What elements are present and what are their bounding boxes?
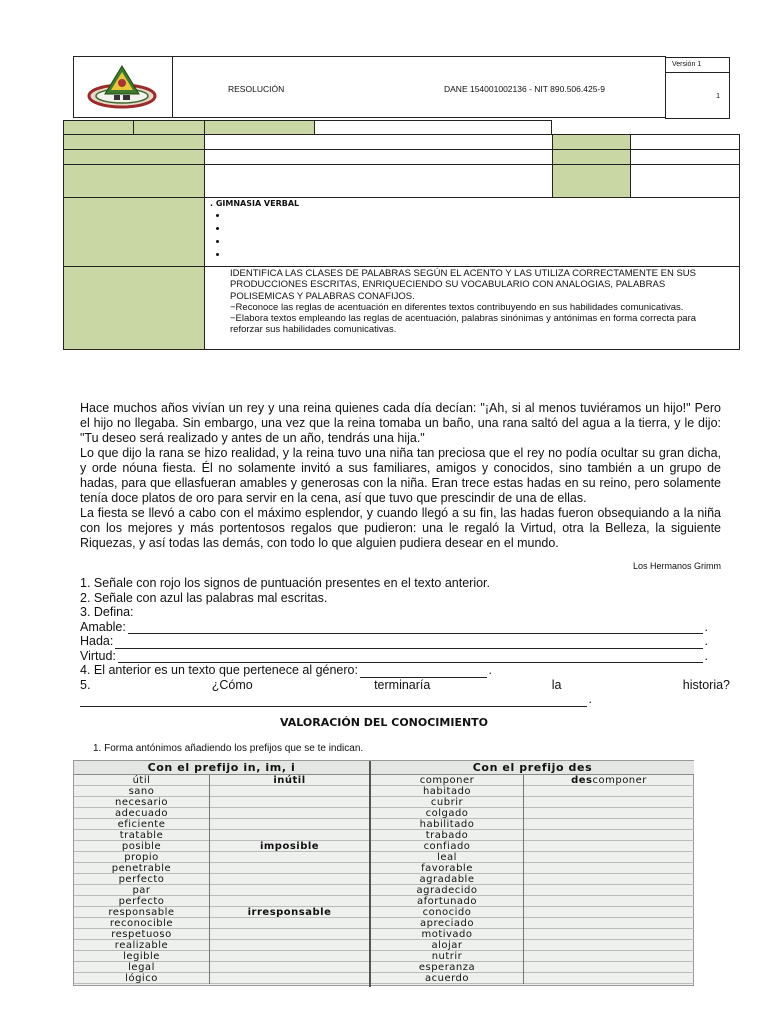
table-cell <box>524 852 694 863</box>
table-cell <box>524 918 694 929</box>
table-cell: agradecido <box>371 885 523 896</box>
questions <box>80 576 730 707</box>
table-cell: perfecto <box>74 896 209 907</box>
table-cell <box>210 973 369 984</box>
answer-column <box>524 775 694 984</box>
school-logo <box>87 64 157 112</box>
table-cell: alojar <box>371 940 523 951</box>
line-dot: . <box>704 619 708 634</box>
info-value-cell <box>630 134 740 150</box>
prefix-table <box>73 760 694 986</box>
table-cell: acuerdo <box>371 973 523 984</box>
define-virtud-line <box>80 649 708 664</box>
define-label: Amable: <box>80 619 126 634</box>
table-cell <box>210 918 369 929</box>
table-cell <box>524 973 694 984</box>
question-5 <box>80 678 730 693</box>
story-paragraph: Lo que dijo la rana se hizo realidad, y la reina tuvo una niña tan preciosa que el rey no podía ocultar su gran dicha, y orde nóuna fiesta. Él no solamente invitó a sus familiares, amigos y conocidos, sino también a un grupo de hadas, para que ellasfueran amables y generosas con la niña. Eran trece estas hadas en su reino, pero solamente tenía doce platos de oro para servir en la cena, así que tuvo que prescindir de una de ellas. <box>80 446 721 505</box>
table-cell: penetrable <box>74 863 209 874</box>
info-label-cell <box>63 164 205 198</box>
word-column <box>74 775 210 984</box>
table-cell: eficiente <box>74 819 209 830</box>
table-cell <box>524 907 694 918</box>
question-word: terminaría <box>374 677 431 692</box>
table-cell <box>524 775 694 786</box>
question-5-answer <box>80 692 592 707</box>
answer-column <box>210 775 369 984</box>
table-cell: imposible <box>210 841 369 852</box>
table-cell <box>524 830 694 841</box>
table-cell <box>210 896 369 907</box>
answer-blank[interactable] <box>80 696 587 707</box>
table-cell: propio <box>74 852 209 863</box>
story-author: Los Hermanos Grimm <box>632 561 721 571</box>
competencia-cell <box>204 266 740 350</box>
table-cell <box>210 797 369 808</box>
table-cell: habilitado <box>371 819 523 830</box>
info-label-cell <box>63 197 205 267</box>
table-cell: lógico <box>74 973 209 984</box>
table-cell <box>524 819 694 830</box>
activity-cell <box>204 197 740 267</box>
table-cell: útil <box>74 775 209 786</box>
table-cell <box>524 863 694 874</box>
info-label-cell <box>552 149 631 165</box>
section-heading: VALORACIÓN DEL CONOCIMIENTO <box>279 716 489 729</box>
story-text <box>80 401 721 551</box>
story-paragraph: Hace muchos años vivían un rey y una reina quienes cada día decían: "¡Ah, si al menos tuviéramos un hijo!" Pero el hijo no llegaba. Sin embargo, una vez que la reina tomaba un baño, una rana saltó del agua a la tierra, y le dijo: "Tu deseo será realizado y antes de un año, tendrás una hija." <box>80 401 721 445</box>
table-cell: habitado <box>371 786 523 797</box>
info-value-cell <box>204 149 553 165</box>
table-cell: sano <box>74 786 209 797</box>
info-label-cell <box>552 134 631 150</box>
table-cell <box>524 808 694 819</box>
table-cell: respetuoso <box>74 929 209 940</box>
info-label-cell <box>63 266 205 350</box>
question-word: historia? <box>682 677 730 692</box>
indicator-text: −Elabora textos empleando las reglas de acentuación, palabras sinónimas y antónimas en forma correcta para reforzar sus habilidades comunicativas. <box>230 313 697 336</box>
table-cell: leal <box>371 852 523 863</box>
table-cell <box>524 786 694 797</box>
info-label-cell <box>63 120 134 135</box>
answer-blank[interactable] <box>115 638 702 649</box>
question-word: ¿Cómo <box>211 677 253 692</box>
table-cell: conocido <box>371 907 523 918</box>
table-cell <box>210 885 369 896</box>
table-cell <box>210 951 369 962</box>
answer-blank[interactable] <box>360 667 487 678</box>
info-value-cell <box>630 164 740 198</box>
table-cell: perfecto <box>74 874 209 885</box>
table-cell: irresponsable <box>210 907 369 918</box>
table-cell: posible <box>74 841 209 852</box>
table-cell <box>210 819 369 830</box>
table-cell: legal <box>74 962 209 973</box>
prefix-des-column <box>371 761 694 984</box>
answer-blank[interactable] <box>118 652 703 663</box>
table-cell <box>524 962 694 973</box>
table-header: Con el prefijo des <box>371 761 694 775</box>
table-cell: tratable <box>74 830 209 841</box>
version-label: Versión 1 <box>665 57 730 73</box>
table-cell <box>210 962 369 973</box>
table-cell <box>524 874 694 885</box>
question-4 <box>80 663 492 678</box>
table-cell: motivado <box>371 929 523 940</box>
question-1: 1. Señale con rojo los signos de puntuación presentes en el texto anterior. <box>80 576 490 590</box>
table-cell <box>210 808 369 819</box>
question-number: 5. <box>80 677 91 692</box>
table-cell: necesario <box>74 797 209 808</box>
header-title: RESOLUCIÓN <box>228 84 285 94</box>
table-cell: legible <box>74 951 209 962</box>
table-cell: confiado <box>371 841 523 852</box>
table-cell: inútil <box>210 775 369 786</box>
table-cell: cubrir <box>371 797 523 808</box>
table-cell <box>524 940 694 951</box>
info-value-cell <box>204 134 553 150</box>
table-cell: componer <box>371 775 523 786</box>
table-cell <box>210 874 369 885</box>
table-cell: afortunado <box>371 896 523 907</box>
info-label-cell <box>63 134 205 150</box>
indicator-text: −Reconoce las reglas de acentuación en diferentes textos contribuyendo en sus habilidades comunicativas. <box>230 301 684 313</box>
info-label-cell <box>63 149 205 165</box>
table-cell <box>524 885 694 896</box>
table-cell <box>210 863 369 874</box>
list-item <box>228 223 739 236</box>
define-label: Hada: <box>80 634 114 648</box>
line-dot: . <box>704 634 708 648</box>
right-rows <box>371 775 694 984</box>
table-cell: nutrir <box>371 951 523 962</box>
line-dot: . <box>704 648 708 663</box>
table-cell: agradable <box>371 874 523 885</box>
define-label: Virtud: <box>80 648 116 663</box>
left-rows <box>74 775 369 984</box>
question-label: 4. El anterior es un texto que pertenece al género: <box>80 663 358 677</box>
table-cell <box>524 797 694 808</box>
define-hada-line <box>80 634 708 649</box>
define-amable-line <box>80 620 708 635</box>
competencia-text: IDENTIFICA LAS CLASES DE PALABRAS SEGÚN EL ACENTO Y LAS UTILIZA CORRECTAMENTE EN SUS PRODUCCIONES ESCRITAS, ENRIQUECIENDO SU VOCABULARIO CON ANALOGIAS, PALABRAS POLISEMICAS Y PALABRAS CONAFIJOS. <box>230 268 696 302</box>
answer-rest: componer <box>592 775 647 786</box>
table-header: Con el prefijo in, im, i <box>74 761 369 775</box>
table-cell: par <box>74 885 209 896</box>
table-cell: trabado <box>371 830 523 841</box>
prefix-in-column <box>74 761 369 984</box>
list-item <box>228 210 739 223</box>
table-cell: responsable <box>74 907 209 918</box>
answer-prefix: des <box>571 775 593 786</box>
answer-blank[interactable] <box>128 623 703 634</box>
info-label-cell <box>204 120 315 135</box>
table-cell <box>524 841 694 852</box>
table-cell <box>210 852 369 863</box>
table-cell <box>210 786 369 797</box>
exercise-instruction: 1. Forma antónimos añadiendo los prefijos que se te indican. <box>93 743 364 754</box>
question-2: 2. Señale con azul las palabras mal escritas. <box>80 590 328 605</box>
table-cell: realizable <box>74 940 209 951</box>
info-value-cell <box>204 164 553 198</box>
table-cell: reconocible <box>74 918 209 929</box>
story-paragraph: La fiesta se llevó a cabo con el máximo esplendor, y cuando llegó a su fin, las hadas fueron obsequiando a la niña con los mejores y más portentosos regalos que pudieron: una le regaló la Virtud, otra la Belleza, la siguiente Riquezas, y así todas las demás, con todo lo que alguien pudiera desear en el mundo. <box>80 506 721 550</box>
table-cell: esperanza <box>371 962 523 973</box>
table-cell: apreciado <box>371 918 523 929</box>
question-word: la <box>551 677 562 692</box>
table-cell <box>210 940 369 951</box>
table-cell <box>210 830 369 841</box>
table-cell: colgado <box>371 808 523 819</box>
table-cell <box>524 951 694 962</box>
header-dane: DANE 154001002136 - NIT 890.506.425-9 <box>444 84 605 94</box>
table-cell: favorable <box>371 863 523 874</box>
table-cell <box>524 896 694 907</box>
list-item <box>228 236 739 249</box>
word-column <box>371 775 524 984</box>
section-title: . GIMNASIA VERBAL <box>210 199 300 208</box>
info-label-cell <box>133 120 205 135</box>
info-value-cell <box>314 120 552 135</box>
table-cell <box>210 929 369 940</box>
table-cell: adecuado <box>74 808 209 819</box>
info-value-cell <box>630 149 740 165</box>
bullet-list <box>210 210 739 262</box>
table-cell <box>524 929 694 940</box>
list-item <box>228 249 739 262</box>
info-label-cell <box>552 164 631 198</box>
line-dot: . <box>488 663 492 677</box>
logo-cell <box>73 56 173 118</box>
question-3: 3. Defina: <box>80 605 134 619</box>
line-dot: . <box>588 692 592 706</box>
page-number: 1 <box>665 73 730 119</box>
